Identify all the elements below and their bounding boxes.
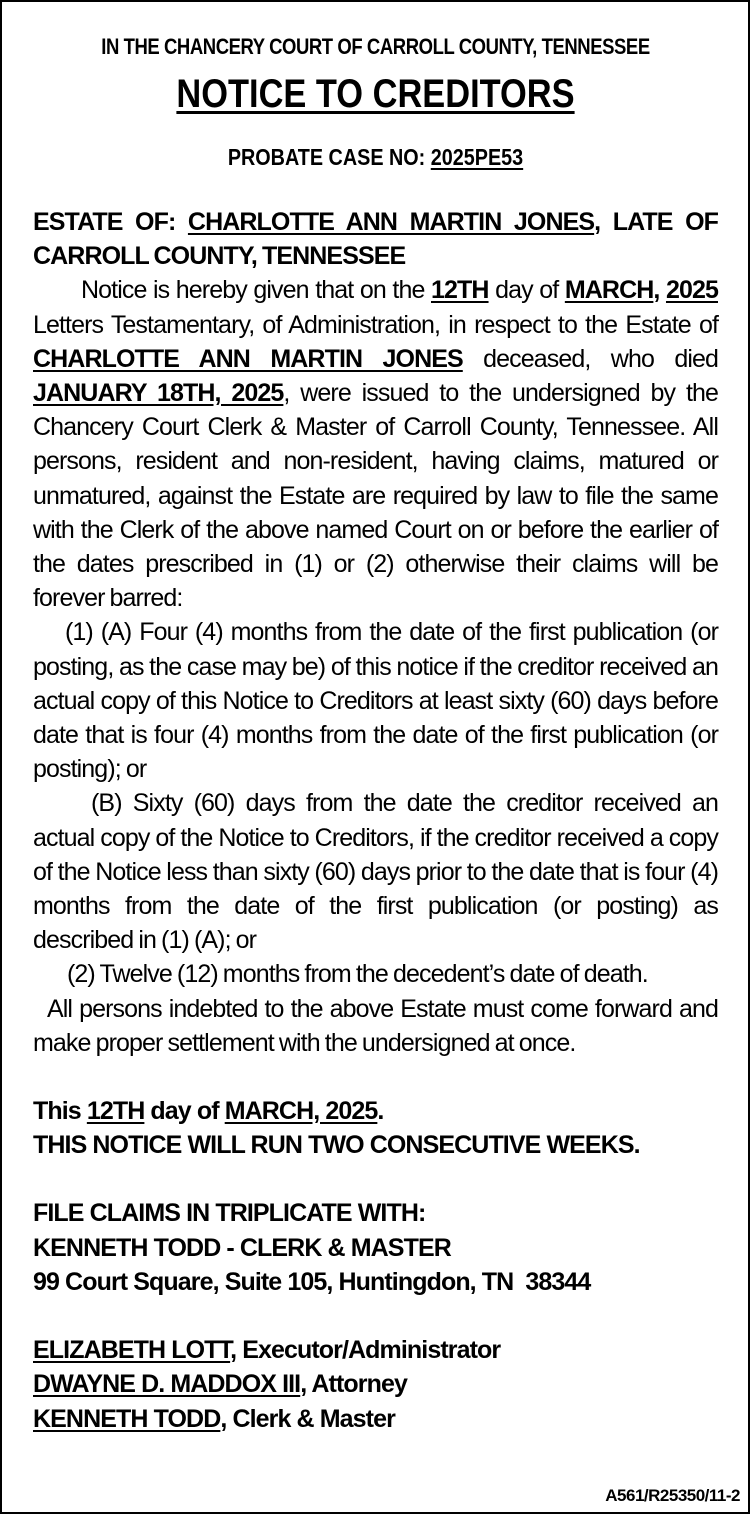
- estate-suffix: , LATE OF CARROLL COUNTY, TENNESSEE: [33, 208, 718, 271]
- dated-text: This: [33, 1097, 87, 1126]
- signatory-role: , Clerk & Master: [220, 1404, 395, 1433]
- notice-title-text: NOTICE TO CREDITORS: [176, 72, 575, 116]
- estate-label: ESTATE OF:: [33, 208, 188, 236]
- signatory-name: ELIZABETH LOTT: [33, 1336, 231, 1365]
- dated-day: 12TH: [86, 1097, 145, 1126]
- spacer: [33, 1060, 718, 1094]
- file-claims-line-2: KENNETH TODD - CLERK & MASTER: [33, 1233, 451, 1262]
- dated-text: .: [377, 1097, 384, 1126]
- notice-decedent: CHARLOTTE ANN MARTIN JONES: [33, 344, 463, 373]
- case-number: 2025PE53: [430, 144, 524, 170]
- dated-month-year: MARCH, 2025: [224, 1097, 378, 1126]
- notice-title: [81, 71, 670, 117]
- dated-text: day of: [144, 1097, 225, 1126]
- notice-text: Letters Testamentary, of Administration, in respect to the Estate of: [33, 310, 718, 339]
- dated-line: [33, 1094, 718, 1128]
- signatory-name: KENNETH TODD: [33, 1404, 221, 1433]
- notice-paragraph-settlement: All persons indebted to the above Estate must come forward and make proper settlement with the undersigned at once.: [33, 994, 718, 1057]
- signatory-role: , Executor/Administrator: [230, 1336, 501, 1365]
- notice-paragraph-2: (2) Twelve (12) months from the decedent’s date of death.: [67, 960, 648, 989]
- file-claims-address: 99 Court Square, Suite 105, Huntingdon, TN 38344: [33, 1267, 591, 1296]
- signatory-role: , Attorney: [300, 1370, 407, 1399]
- signatory-name: DWAYNE D. MADDOX III: [33, 1370, 301, 1399]
- run-note: THIS NOTICE WILL RUN TWO CONSECUTIVE WEEKS.: [33, 1131, 640, 1160]
- notice-day: 12TH: [431, 276, 489, 305]
- notice-text: Notice is hereby given that on the: [81, 276, 431, 305]
- notice-text: day of: [488, 276, 565, 305]
- notice-death-date: JANUARY 18TH, 2025: [33, 379, 284, 408]
- spacer: [33, 1299, 718, 1333]
- estate-line: [33, 205, 718, 273]
- notice-text: deceased, who died: [462, 344, 719, 373]
- signatory-attorney: [33, 1367, 718, 1401]
- notice-month: MARCH: [564, 276, 654, 305]
- notice-comma: ,: [653, 276, 660, 305]
- notice-year: 2025: [665, 276, 718, 305]
- case-label: PROBATE CASE NO:: [227, 144, 431, 170]
- notice-paragraph-1b: (B) Sixty (60) days from the date the creditor received an actual copy of the Notice to Creditors, if the creditor received a copy of the Notice less than sixty (60) days prior to the date that is four (4) months from the date of the first publication (or posting) as described in (1) (A); or: [33, 789, 718, 955]
- ad-reference-code: A561/R25350/11-2: [605, 1486, 740, 1505]
- file-claims-line-1: FILE CLAIMS IN TRIPLICATE WITH:: [33, 1199, 426, 1228]
- notice-text: , were issued to the undersigned by the Chancery Court Clerk & Master of Carroll County, Tennessee. All persons, resident and non-resident, having claims, matured or unmatured, against the Estate are required by law to file the same with the Clerk of the above named Court on or before the earlier of the dates prescribed in (1) or (2) otherwise their claims will be forever barred:: [33, 379, 719, 613]
- notice-paragraph-1a: (1) (A) Four (4) months from the date of the first publication (or posting, as the case may be) of this notice if the creditor received an actual copy of this Notice to Creditors at least sixty (60) days before date that is four (4) months from the date of the first publication (or posting); or: [33, 618, 718, 784]
- signatory-clerk: [33, 1402, 718, 1436]
- court-heading: IN THE CHANCERY COURT OF CARROLL COUNTY, TENNESSEE: [101, 34, 650, 59]
- estate-name: CHARLOTTE ANN MARTIN JONES: [187, 208, 595, 236]
- signatory-executor: [33, 1333, 718, 1367]
- spacer: [33, 1162, 718, 1196]
- case-number-line: [81, 142, 670, 172]
- notice-paragraph-1: [33, 273, 718, 615]
